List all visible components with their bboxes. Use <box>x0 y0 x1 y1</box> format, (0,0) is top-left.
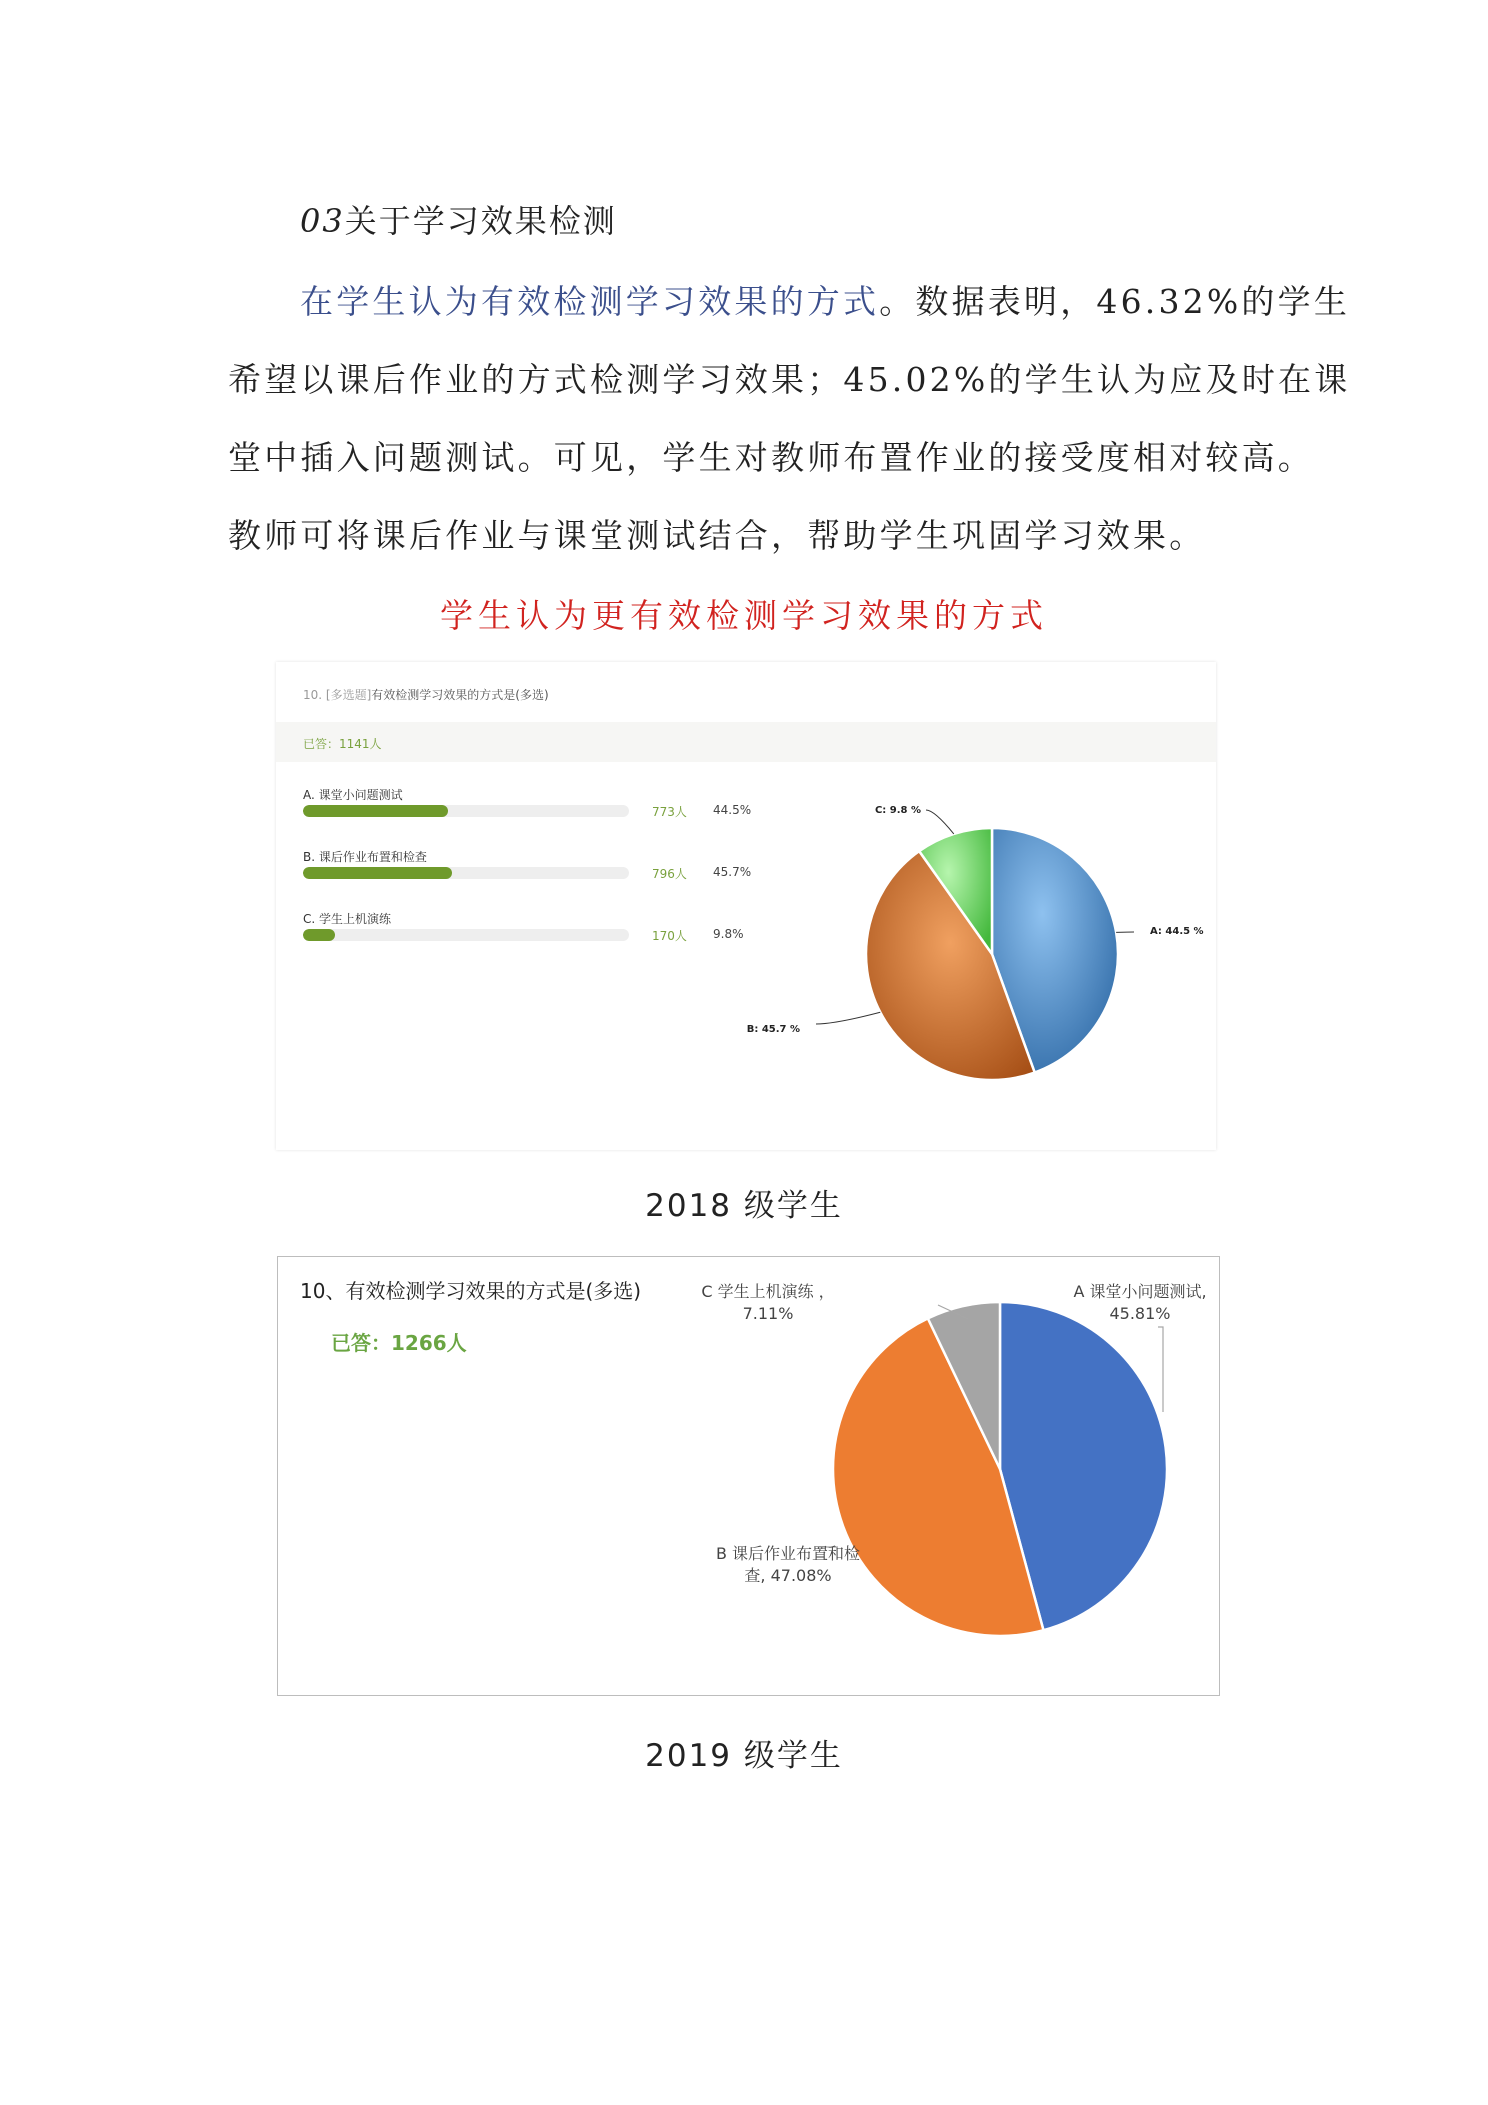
paragraph-line-1 <box>300 276 1350 323</box>
question-title: 10、有效检测学习效果的方式是(多选) <box>300 1279 642 1303</box>
chart-heading: 学生认为更有效检测学习效果的方式 <box>440 596 1048 635</box>
caption-2019: 2019 级学生 <box>645 1738 843 1774</box>
option-label: A. 课堂小问题测试 <box>303 788 403 802</box>
pie-leader-line <box>816 1012 880 1024</box>
question-tag: 10. [多选题] <box>303 688 372 702</box>
option-percent: 45.7% <box>713 865 752 879</box>
pie-label: C: 9.8 % <box>874 805 921 816</box>
option-count: 796人 <box>652 867 687 881</box>
answered-count: 已答：1141人 <box>303 737 382 751</box>
pie-label: B: 45.7 % <box>746 1024 800 1035</box>
option-percent: 9.8% <box>713 927 744 941</box>
paragraph-line-2: 希望以课后作业的方式检测学习效果；45.02%的学生认为应及时在课 <box>228 360 1351 399</box>
pie-chart-2019 <box>278 1257 1219 1695</box>
paragraph-line-4: 教师可将课后作业与课堂测试结合，帮助学生巩固学习效果。 <box>228 516 1206 555</box>
option-label: C. 学生上机演练 <box>303 912 392 926</box>
pie-leader-line <box>926 810 954 834</box>
option-percent: 44.5% <box>713 803 752 817</box>
option-count: 773人 <box>652 805 687 819</box>
pie-label: A: 44.5 % <box>1150 926 1204 937</box>
question-text: 有效检测学习效果的方式是(多选) <box>371 688 549 702</box>
pie-label: A 课堂小问题测试, 45.81% <box>1073 1282 1207 1323</box>
caption-2018: 2018 级学生 <box>645 1188 843 1224</box>
section-number: 03 <box>300 202 345 240</box>
paragraph-line-3: 堂中插入问题测试。可见，学生对教师布置作业的接受度相对较高。 <box>228 438 1314 477</box>
survey-panel-2018 <box>276 662 1216 1150</box>
pie-label: B 课后作业布置和检查, 47.08% <box>715 1544 861 1585</box>
option-count: 170人 <box>652 929 687 943</box>
section-title: 关于学习效果检测 <box>344 202 617 240</box>
pie-label: C 学生上机演练 ， 7.11% <box>701 1282 835 1323</box>
pie-chart-2018 <box>276 662 1216 1150</box>
survey-panel-2019 <box>277 1256 1220 1696</box>
answered-count: 已答：1266人 <box>331 1331 467 1355</box>
paragraph-text: 。数据表明，46.32%的学生 <box>879 282 1351 321</box>
pie-leader-line <box>1158 1327 1163 1412</box>
paragraph-highlight: 在学生认为有效检测学习效果的方式 <box>300 282 880 321</box>
section-heading <box>300 196 617 242</box>
option-label: B. 课后作业布置和检查 <box>303 850 427 864</box>
